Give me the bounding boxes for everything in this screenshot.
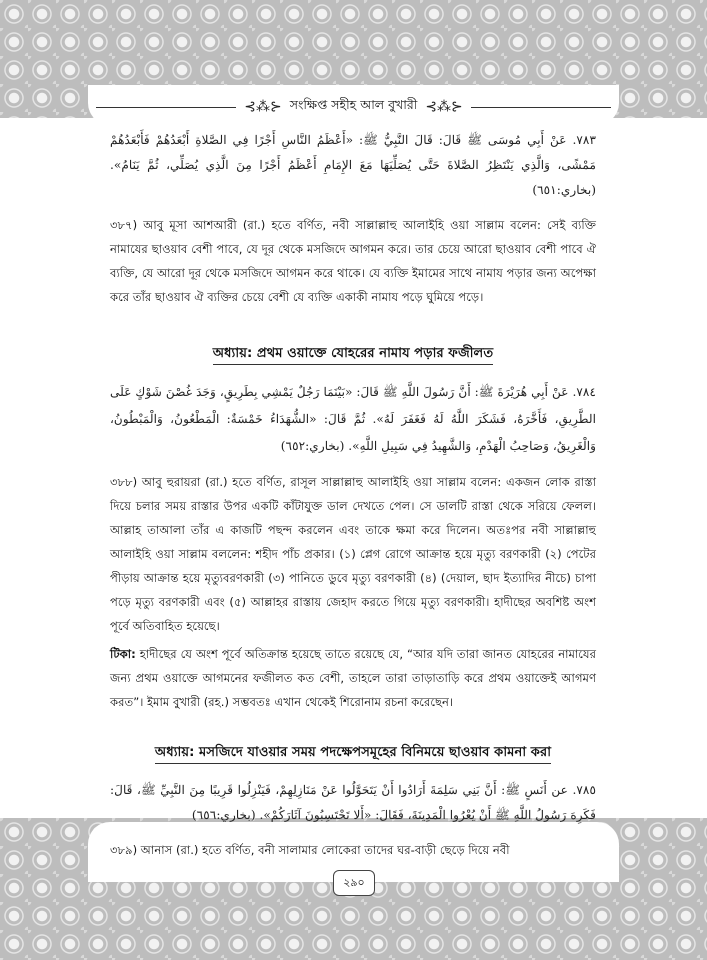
chapter-heading-2 <box>110 742 596 764</box>
hadith-783-arabic: ٧٨٣. عَنْ أَبِي مُوسَى ﷺ قَالَ: قَالَ النَّبِيُّ ﷺ: «أَعْظَمُ النَّاسِ أَجْرًا فِي الصَّلاةِ أَبْعَدُهُمْ فَأَبْعَدُهُمْ مَمْشًى، وَالَّذِي يَنْتَظِرُ الصَّلاةَ حَتَّى يُصَلِّيَهَا مَعَ الإِمَامِ أَعْظَمُ أَجْرًا مِنَ الَّذِي يُصَلِّي، ثُمَّ يَنَامُ». (بخاري:٦٥١) <box>110 133 596 197</box>
hadith-785-arabic: ٧٨٥. عن أَنَسٍ ﷺ: أَنَّ بَنِي سَلِمَةَ أَرَادُوا أَنْ يَتَحَوَّلُوا عَنْ مَنَازِلِهِمْ، فَيَنْزِلُوا قَرِيبًا مِنَ النَّبِيِّ ﷺ، قَالَ: فَكَرِهَ رَسُولُ اللَّهِ ﷺ أَنْ يُعْرُوا الْمَدِينَةَ، فَقَالَ: «أَلا تَحْتَسِبُونَ آثَارَكُمْ». (بخاري:٦٥٦) <box>110 783 596 822</box>
tika-text: হাদীছের যে অংশ পূর্বে অতিক্রান্ত হয়েছে তাতে রয়েছে যে, “আর যদি তারা জানত যোহরের নামাযের জন্য প্রথম ওয়াক্তে আগমনের ফজীলত কত বেশী, তাহলে তারা তাড়াতাড়ি করে প্রথম ওয়াক্তেই আগমণ করত”। ইমাম বুখারী (রহ.) সম্ভবতঃ এখান থেকেই শিরোনাম রচনা করেছেন। <box>110 647 596 709</box>
ornament-left-icon: ⊰⁂⊱ <box>244 99 282 115</box>
page-number: ২৯০ <box>333 870 375 896</box>
hadith-387-bengali: ৩৮৭) আবু মূসা আশআরী (রা.) হতে বর্ণিত, নবী সাল্লাল্লাহু আলাইহি ওয়া সাল্লাম বলেন: সেই ব্যক্তি নামাযের ছাওয়াব বেশী পাবে, যে দূর থেকে মসজিদে আগমন করে। তার চেয়ে আরো ছাওয়াব বেশী পাবে ঐ ব্যক্তি, যে আরো দূর থেকে মসজিদে আগমন করে থাকে। যে ব্যক্তি ইমামের সাথে নামায পড়ার জন্য অপেক্ষা করে তাঁর ছাওয়াব ঐ ব্যক্তির চেয়ে বেশী যে ব্যক্তি একাকী নামায পড়ে ঘুমিয়ে পড়ে। <box>110 218 596 304</box>
page-content <box>110 128 596 862</box>
ornament-right-icon: ⊰⁂⊱ <box>425 99 463 115</box>
chapter-heading-1 <box>110 343 596 365</box>
tika-label: টিকা: <box>110 647 136 661</box>
book-title: সংক্ষিপ্ত সহীহ আল বুখারী <box>289 97 418 112</box>
chapter-heading-1-text: অধ্যায়: প্রথম ওয়াক্তে যোহরের নামায পড়ার ফজীলত <box>213 346 494 365</box>
hadith-388-bengali: ৩৮৮) আবু হুরায়রা (রা.) হতে বর্ণিত, রাসূল সাল্লাল্লাহু আলাইহি ওয়া সাল্লাম বলেন: একজন লোক রাস্তা দিয়ে চলার সময় রাস্তার উপর একটি কাঁটাযুক্ত ডাল দেখতে পেল। সে ডালটি রাস্তা থেকে সরিয়ে ফেলল। আল্লাহ তাআলা তাঁর এ কাজটি পছন্দ করলেন এবং তাকে ক্ষমা করে দিলেন। অতঃপর নবী সাল্লাল্লাহু আলাইহি ওয়া সাল্লাম বললেন: শহীদ পাঁচ প্রকার। (১) প্লেগ রোগে আক্রান্ত হয়ে মৃত্যু বরণকারী (২) পেটের পীড়ায় আক্রান্ত হয়ে মৃত্যুবরণকারী (৩) পানিতে ডুবে মৃত্যু বরণকারী (৪) (দেয়াল, ছাদ ইত্যাদির নীচে) চাপা পড়ে মৃত্যু বরণকারী এবং (৫) আল্লাহর রাস্তায় জেহাদ করতে গিয়ে মৃত্যু বরণকারী। হাদীছের অবশিষ্ট অংশ পূর্বে অতিবাহিত হয়েছে। <box>110 475 596 633</box>
header-rule-right <box>471 107 611 108</box>
hadith-389-bengali: ৩৮৯) আনাস (রা.) হতে বর্ণিত, বনী সালামার লোকেরা তাদের ঘর-বাড়ী ছেড়ে দিয়ে নবী <box>110 843 510 857</box>
running-header <box>88 92 619 122</box>
header-rule-left <box>96 107 236 108</box>
hadith-784-arabic: ٧٨٤. عَنْ أَبِي هُرَيْرَةَ ﷺ: أَنَّ رَسُولَ اللَّهِ ﷺ قَالَ: «بَيْنَمَا رَجُلٌ يَمْشِي بِطَرِيقٍ، وَجَدَ غُصْنَ شَوْكٍ عَلَى الطَّرِيقِ، فَأَخَّرَهُ، فَشَكَرَ اللَّهُ لَهُ فَغَفَرَ لَهُ». ثُمَّ قَالَ: «الشُّهَدَاءُ خَمْسَةٌ: الْمَطْعُونُ، وَالْمَبْطُونُ، وَالْغَرِيقُ، وَصَاحِبُ الْهَدْمِ، وَالشَّهِيدُ فِي سَبِيلِ اللَّهِ». (بخاري:٦٥٢) <box>110 385 596 453</box>
tika-note <box>110 642 596 714</box>
chapter-heading-2-text: অধ্যায়: মসজিদে যাওয়ার সময় পদক্ষেপসমূহের বিনিময়ে ছাওয়াব কামনা করা <box>155 745 551 764</box>
